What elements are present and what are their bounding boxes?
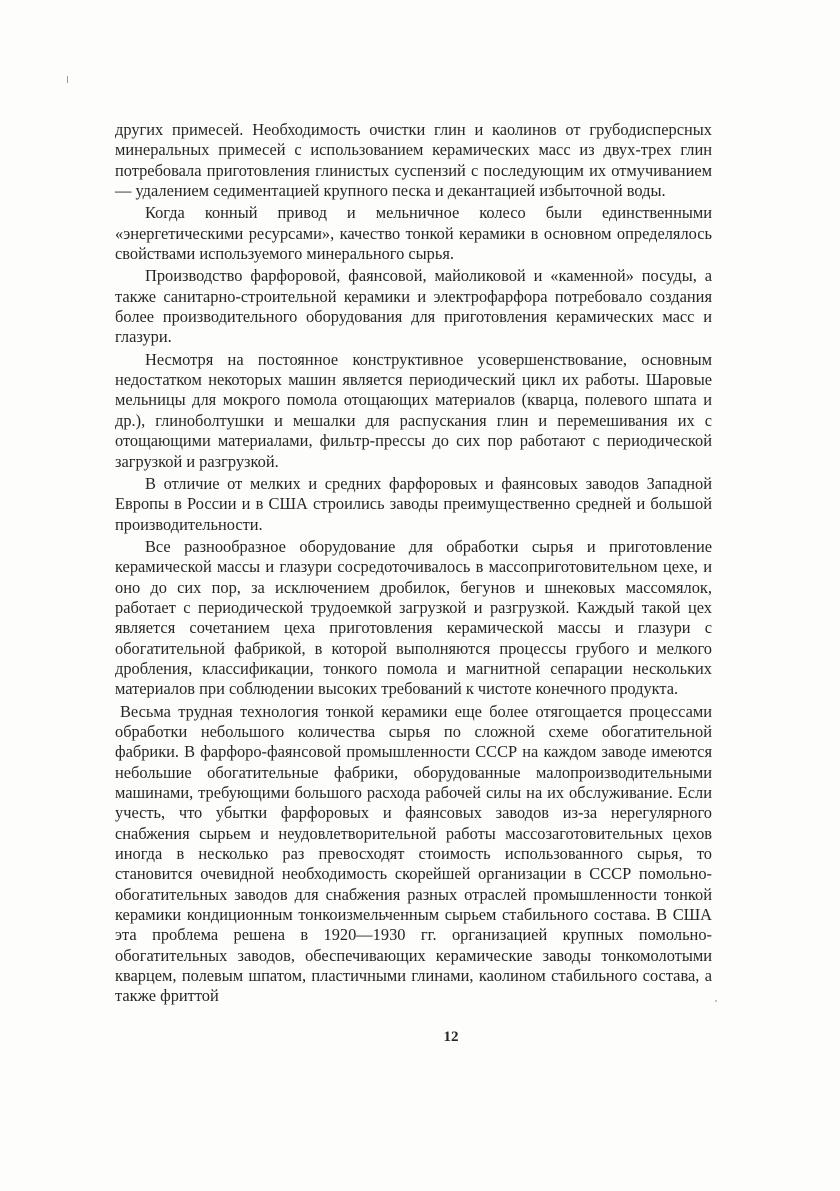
paragraph-4: Несмотря на постоянное конструктивное усовершенствование, основным недостатком некоторых машин является периодический цикл их работы. Шаровые мельницы для мокрого помола отощающих материалов (кварца, полевого шпата и др.), глиноболтушки и мешалки для распускания глин и перемешивания их с отощающими материалами, фильтр-прессы до сих пор работают с периодической загрузкой и разгрузкой. [115,349,712,471]
paragraph-5: В отличие от мелких и средних фарфоровых и фаянсовых заводов Западной Европы в России и в США строились заводы преимущественно средней и большой производительности. [115,473,712,534]
page-number: 12 [443,1029,459,1045]
print-speck [715,1000,717,1002]
paragraph-7: Весьма трудная технология тонкой керамики еще более отягощается процессами обработки небольшого количества сырья по сложной схеме обогатительной фабрики. В фарфоро-фаянсовой промышленности СССР на каждом заводе имеются небольшие обогатительные фабрики, оборудованные малопроизводительными машинами, требующими большого расхода рабочей силы на их обслуживание. Если учесть, что убытки фарфоровых и фаянсовых заводов из-за нерегулярного снабжения сырьем и неудовлетворительной работы массозаготовительных цехов иногда в несколько раз превосходят стоимость использованного сырья, то становится очевидной необходимость скорейшей организации в СССР помольно-обогатительных заводов для снабжения разных отраслей промышленности тонкой керамики кондиционным тонкоизмельченным сырьем стабильного состава. В США эта проблема решена в 1920—1930 гг. организацией крупных помольно-обогатительных заводов, обеспечивающих керамические заводы тонкомолотыми кварцем, полевым шпатом, пластичными глинами, каолином стабильного состава, а также фриттой [115,701,712,1006]
paragraph-3: Производство фарфоровой, фаянсовой, майоликовой и «каменной» посуды, а также санитарно-строительной керамики и электрофарфора потребовало создания более производительного оборудования для приготовления керамических масс и глазури. [115,266,712,347]
margin-mark [67,76,68,83]
paragraph-2: Когда конный привод и мельничное колесо были единственными «энергетическими ресурсами», качество тонкой керамики в основном определялось свойствами используемого минерального сырья. [115,203,712,264]
paragraph-6: Все разнообразное оборудование для обработки сырья и приготовление керамической массы и глазури сосредоточивалось в массоприготовительном цехе, и оно до сих пор, за исключением дробилок, бегунов и шнековых массомялок, работает с периодической трудоемкой загрузкой и разгрузкой. Каждый такой цех является сочетанием цеха приготовления керамической массы и глазури с обогатительной фабрикой, в которой выполняются процессы грубого и мелкого дробления, классификации, тонкого помола и магнитной сепарации нескольких материалов при соблюдении высоких требований к чистоте конечного продукта. [115,536,712,699]
paragraph-1: других примесей. Необходимость очистки глин и каолинов от грубодисперсных минеральных примесей с использованием керамических масс из двух-трех глин потребовала приготовления глинистых суспензий с последующим их отмучиванием — удалением седиментацией крупного песка и декантацией избыточной воды. [115,120,712,201]
body-text [115,120,712,1009]
